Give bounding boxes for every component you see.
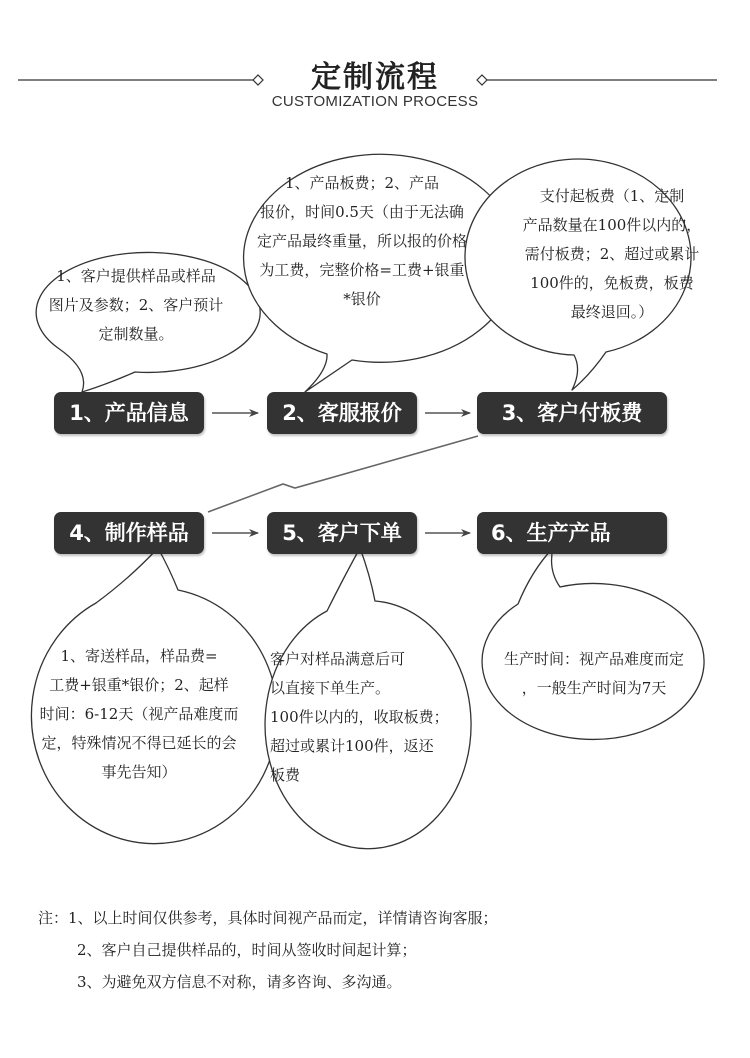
step-6-production: 6、生产产品 (477, 512, 667, 554)
bubble-3-text: 支付起板费（1、定制 产品数量在100件以内的， 需付板费；2、超过或累计 100件的，免板费，板费 最终退回。） (522, 187, 702, 321)
bubble-1-text: 1、客户提供样品或样品 图片及参数；2、客户预计 定制数量。 (48, 267, 224, 343)
step-5-place-order: 5、客户下单 (267, 512, 417, 554)
bubble-4-text: 1、寄送样品，样品费= 工费+银重*银价；2、起样 时间：6-12天（视产品难度而 定，特殊情况不得已延长的会 事先告知） (39, 647, 239, 781)
arrow-3-to-4 (208, 436, 478, 512)
bubble-2-text: 1、产品板费；2、产品 报价，时间0.5天（由于无法确 定产品最终重量，所以报的价格 为工费，完整价格=工费+银重 *银价 (256, 174, 467, 308)
step-1-product-info: 1、产品信息 (54, 392, 204, 434)
footnotes (38, 902, 498, 998)
step-4-make-sample: 4、制作样品 (54, 512, 204, 554)
step-2-quote: 2、客服报价 (267, 392, 417, 434)
page-subtitle: CUSTOMIZATION PROCESS (271, 93, 479, 110)
step-3-pay-template-fee: 3、客户付板费 (477, 392, 667, 434)
footnote-2: 2、客户自己提供样品的，时间从签收时间起计算； (77, 941, 417, 959)
footnote-1: 注：1、以上时间仅供参考，具体时间视产品而定，详情请咨询客服； (38, 909, 498, 927)
page-title: 定制流程 (311, 60, 439, 95)
footnote-3: 3、为避免双方信息不对称，请多咨询、多沟通。 (77, 973, 402, 991)
bubble-6-text: 生产时间：视产品难度而定 ，一般生产时间为7天 (503, 650, 684, 697)
speech-bubble-6 (482, 548, 704, 739)
bubble-5-text: 客户对样品满意后可 以直接下单生产。 100件以内的，收取板费； 超过或累计100件，返还 板费 (270, 650, 449, 784)
